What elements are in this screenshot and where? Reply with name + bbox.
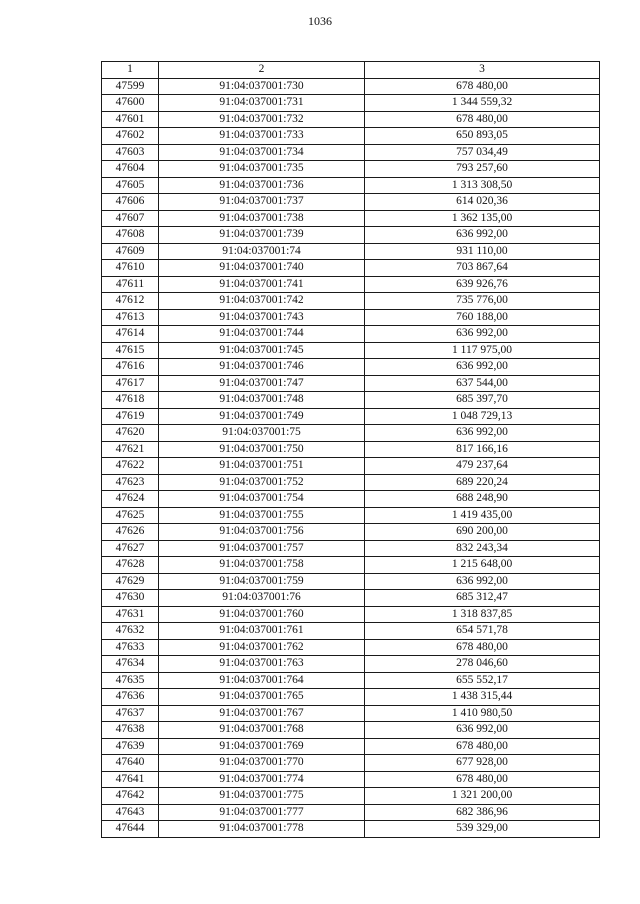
cadastral-number-cell: 91:04:037001:742 <box>159 293 365 310</box>
cadastral-number-cell: 91:04:037001:743 <box>159 309 365 326</box>
page-number: 1036 <box>308 14 332 28</box>
table-row <box>102 408 600 425</box>
table-row <box>102 705 600 722</box>
row-number-cell: 47606 <box>102 194 159 211</box>
table-row <box>102 342 600 359</box>
value-cell: 650 893,05 <box>365 128 600 145</box>
value-cell: 479 237,64 <box>365 458 600 475</box>
row-number-cell: 47603 <box>102 144 159 161</box>
cadastral-number-cell: 91:04:037001:731 <box>159 95 365 112</box>
table-row <box>102 458 600 475</box>
value-cell: 678 480,00 <box>365 639 600 656</box>
cadastral-number-cell: 91:04:037001:777 <box>159 804 365 821</box>
table-row <box>102 524 600 541</box>
value-cell: 639 926,76 <box>365 276 600 293</box>
cadastral-number-cell: 91:04:037001:778 <box>159 821 365 838</box>
cadastral-number-cell: 91:04:037001:738 <box>159 210 365 227</box>
table-row <box>102 606 600 623</box>
table-header <box>102 62 600 79</box>
cadastral-number-cell: 91:04:037001:765 <box>159 689 365 706</box>
row-number-cell: 47622 <box>102 458 159 475</box>
cadastral-number-cell: 91:04:037001:744 <box>159 326 365 343</box>
row-number-cell: 47615 <box>102 342 159 359</box>
value-cell: 678 480,00 <box>365 78 600 95</box>
value-cell: 637 544,00 <box>365 375 600 392</box>
cadastral-number-cell: 91:04:037001:75 <box>159 425 365 442</box>
table-row <box>102 144 600 161</box>
value-cell: 1 419 435,00 <box>365 507 600 524</box>
row-number-cell: 47630 <box>102 590 159 607</box>
table-row <box>102 326 600 343</box>
table-row <box>102 95 600 112</box>
value-cell: 1 321 200,00 <box>365 788 600 805</box>
row-number-cell: 47643 <box>102 804 159 821</box>
row-number-cell: 47635 <box>102 672 159 689</box>
cadastral-number-cell: 91:04:037001:764 <box>159 672 365 689</box>
row-number-cell: 47634 <box>102 656 159 673</box>
table-row <box>102 771 600 788</box>
row-number-cell: 47624 <box>102 491 159 508</box>
row-number-cell: 47601 <box>102 111 159 128</box>
cadastral-number-cell: 91:04:037001:760 <box>159 606 365 623</box>
cadastral-number-cell: 91:04:037001:768 <box>159 722 365 739</box>
cadastral-number-cell: 91:04:037001:761 <box>159 623 365 640</box>
cadastral-number-cell: 91:04:037001:74 <box>159 243 365 260</box>
cadastral-number-cell: 91:04:037001:76 <box>159 590 365 607</box>
row-number-cell: 47608 <box>102 227 159 244</box>
cadastral-number-cell: 91:04:037001:747 <box>159 375 365 392</box>
table-row <box>102 78 600 95</box>
table-row <box>102 755 600 772</box>
row-number-cell: 47607 <box>102 210 159 227</box>
row-number-cell: 47599 <box>102 78 159 95</box>
table-row <box>102 821 600 838</box>
cadastral-number-cell: 91:04:037001:750 <box>159 441 365 458</box>
table-body <box>102 78 600 837</box>
value-cell: 1 344 559,32 <box>365 95 600 112</box>
value-cell: 678 480,00 <box>365 771 600 788</box>
table-row <box>102 672 600 689</box>
value-cell: 1 362 135,00 <box>365 210 600 227</box>
table-row <box>102 392 600 409</box>
cadastral-number-cell: 91:04:037001:749 <box>159 408 365 425</box>
cadastral-number-cell: 91:04:037001:755 <box>159 507 365 524</box>
row-number-cell: 47636 <box>102 689 159 706</box>
table-row <box>102 557 600 574</box>
registry-table <box>101 61 600 838</box>
row-number-cell: 47616 <box>102 359 159 376</box>
value-cell: 1 318 837,85 <box>365 606 600 623</box>
row-number-cell: 47609 <box>102 243 159 260</box>
row-number-cell: 47638 <box>102 722 159 739</box>
cadastral-number-cell: 91:04:037001:739 <box>159 227 365 244</box>
value-cell: 703 867,64 <box>365 260 600 277</box>
table-row <box>102 507 600 524</box>
row-number-cell: 47642 <box>102 788 159 805</box>
table-row <box>102 111 600 128</box>
value-cell: 1 438 315,44 <box>365 689 600 706</box>
table-row <box>102 689 600 706</box>
value-cell: 539 329,00 <box>365 821 600 838</box>
row-number-cell: 47639 <box>102 738 159 755</box>
row-number-cell: 47628 <box>102 557 159 574</box>
cadastral-number-cell: 91:04:037001:758 <box>159 557 365 574</box>
table-row <box>102 491 600 508</box>
row-number-cell: 47613 <box>102 309 159 326</box>
value-cell: 636 992,00 <box>365 722 600 739</box>
header-row <box>102 62 600 79</box>
value-cell: 636 992,00 <box>365 573 600 590</box>
cadastral-number-cell: 91:04:037001:737 <box>159 194 365 211</box>
value-cell: 1 313 308,50 <box>365 177 600 194</box>
row-number-cell: 47602 <box>102 128 159 145</box>
row-number-cell: 47625 <box>102 507 159 524</box>
table-row <box>102 375 600 392</box>
row-number-cell: 47644 <box>102 821 159 838</box>
table-row <box>102 590 600 607</box>
cadastral-number-cell: 91:04:037001:732 <box>159 111 365 128</box>
table-row <box>102 243 600 260</box>
value-cell: 689 220,24 <box>365 474 600 491</box>
row-number-cell: 47614 <box>102 326 159 343</box>
table-row <box>102 639 600 656</box>
value-cell: 832 243,34 <box>365 540 600 557</box>
table-row <box>102 722 600 739</box>
cadastral-number-cell: 91:04:037001:752 <box>159 474 365 491</box>
value-cell: 817 166,16 <box>365 441 600 458</box>
row-number-cell: 47618 <box>102 392 159 409</box>
row-number-cell: 47611 <box>102 276 159 293</box>
table-row <box>102 788 600 805</box>
cadastral-number-cell: 91:04:037001:774 <box>159 771 365 788</box>
cadastral-number-cell: 91:04:037001:733 <box>159 128 365 145</box>
cadastral-number-cell: 91:04:037001:775 <box>159 788 365 805</box>
table-row <box>102 293 600 310</box>
table-row <box>102 177 600 194</box>
row-number-cell: 47623 <box>102 474 159 491</box>
row-number-cell: 47637 <box>102 705 159 722</box>
value-cell: 690 200,00 <box>365 524 600 541</box>
value-cell: 636 992,00 <box>365 326 600 343</box>
table-row <box>102 804 600 821</box>
row-number-cell: 47604 <box>102 161 159 178</box>
cadastral-number-cell: 91:04:037001:762 <box>159 639 365 656</box>
table-row <box>102 128 600 145</box>
table-row <box>102 359 600 376</box>
value-cell: 931 110,00 <box>365 243 600 260</box>
cadastral-number-cell: 91:04:037001:746 <box>159 359 365 376</box>
value-cell: 678 480,00 <box>365 111 600 128</box>
cadastral-number-cell: 91:04:037001:748 <box>159 392 365 409</box>
value-cell: 1 117 975,00 <box>365 342 600 359</box>
value-cell: 685 397,70 <box>365 392 600 409</box>
cadastral-number-cell: 91:04:037001:735 <box>159 161 365 178</box>
value-cell: 735 776,00 <box>365 293 600 310</box>
row-number-cell: 47641 <box>102 771 159 788</box>
column-header-2: 2 <box>159 62 365 79</box>
value-cell: 793 257,60 <box>365 161 600 178</box>
value-cell: 678 480,00 <box>365 738 600 755</box>
value-cell: 654 571,78 <box>365 623 600 640</box>
table-row <box>102 210 600 227</box>
row-number-cell: 47600 <box>102 95 159 112</box>
row-number-cell: 47617 <box>102 375 159 392</box>
cadastral-number-cell: 91:04:037001:751 <box>159 458 365 475</box>
table-row <box>102 540 600 557</box>
column-header-1: 1 <box>102 62 159 79</box>
value-cell: 636 992,00 <box>365 359 600 376</box>
table-row <box>102 623 600 640</box>
cadastral-number-cell: 91:04:037001:756 <box>159 524 365 541</box>
row-number-cell: 47627 <box>102 540 159 557</box>
table-row <box>102 738 600 755</box>
cadastral-number-cell: 91:04:037001:770 <box>159 755 365 772</box>
cadastral-number-cell: 91:04:037001:736 <box>159 177 365 194</box>
value-cell: 688 248,90 <box>365 491 600 508</box>
row-number-cell: 47619 <box>102 408 159 425</box>
table-row <box>102 260 600 277</box>
cadastral-number-cell: 91:04:037001:741 <box>159 276 365 293</box>
row-number-cell: 47605 <box>102 177 159 194</box>
value-cell: 278 046,60 <box>365 656 600 673</box>
row-number-cell: 47620 <box>102 425 159 442</box>
row-number-cell: 47621 <box>102 441 159 458</box>
cadastral-number-cell: 91:04:037001:767 <box>159 705 365 722</box>
row-number-cell: 47640 <box>102 755 159 772</box>
value-cell: 636 992,00 <box>365 227 600 244</box>
value-cell: 1 410 980,50 <box>365 705 600 722</box>
value-cell: 757 034,49 <box>365 144 600 161</box>
row-number-cell: 47629 <box>102 573 159 590</box>
cadastral-number-cell: 91:04:037001:759 <box>159 573 365 590</box>
value-cell: 1 048 729,13 <box>365 408 600 425</box>
row-number-cell: 47633 <box>102 639 159 656</box>
cadastral-number-cell: 91:04:037001:754 <box>159 491 365 508</box>
cadastral-number-cell: 91:04:037001:740 <box>159 260 365 277</box>
value-cell: 685 312,47 <box>365 590 600 607</box>
value-cell: 1 215 648,00 <box>365 557 600 574</box>
row-number-cell: 47626 <box>102 524 159 541</box>
cadastral-number-cell: 91:04:037001:734 <box>159 144 365 161</box>
value-cell: 636 992,00 <box>365 425 600 442</box>
cadastral-number-cell: 91:04:037001:769 <box>159 738 365 755</box>
column-header-3: 3 <box>365 62 600 79</box>
row-number-cell: 47612 <box>102 293 159 310</box>
table-row <box>102 276 600 293</box>
value-cell: 655 552,17 <box>365 672 600 689</box>
value-cell: 614 020,36 <box>365 194 600 211</box>
value-cell: 682 386,96 <box>365 804 600 821</box>
row-number-cell: 47632 <box>102 623 159 640</box>
table-row <box>102 309 600 326</box>
table-row <box>102 656 600 673</box>
value-cell: 677 928,00 <box>365 755 600 772</box>
table-row <box>102 194 600 211</box>
cadastral-number-cell: 91:04:037001:757 <box>159 540 365 557</box>
table-row <box>102 227 600 244</box>
row-number-cell: 47610 <box>102 260 159 277</box>
table-row <box>102 441 600 458</box>
cadastral-number-cell: 91:04:037001:745 <box>159 342 365 359</box>
cadastral-number-cell: 91:04:037001:730 <box>159 78 365 95</box>
value-cell: 760 188,00 <box>365 309 600 326</box>
table-row <box>102 425 600 442</box>
table-row <box>102 474 600 491</box>
cadastral-number-cell: 91:04:037001:763 <box>159 656 365 673</box>
row-number-cell: 47631 <box>102 606 159 623</box>
table-row <box>102 161 600 178</box>
table-row <box>102 573 600 590</box>
